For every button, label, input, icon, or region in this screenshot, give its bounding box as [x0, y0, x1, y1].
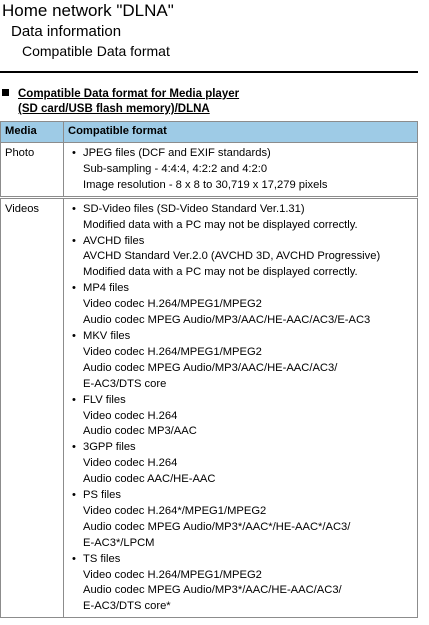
list-item — [68, 146, 413, 194]
table-row — [1, 143, 418, 198]
section-title — [2, 87, 412, 117]
bullet-icon: • — [72, 329, 76, 342]
format-detail: Sub-sampling - 4:4:4, 4:2:2 and 4:2:0 — [83, 162, 268, 175]
format-detail: Audio codec MP3/AAC — [83, 425, 197, 438]
format-detail: Audio codec MPEG Audio/MP3/AAC/HE-AAC/AC3/E-AC3 — [83, 314, 371, 327]
bullet-icon: • — [72, 234, 76, 247]
list-item — [68, 329, 413, 393]
format-title: SD-Video files (SD-Video Standard Ver.1.31) — [83, 202, 305, 215]
format-title: JPEG files (DCF and EXIF standards) — [83, 147, 271, 159]
format-table — [0, 121, 418, 618]
format-cell — [64, 197, 418, 618]
format-detail: Modified data with a PC may not be displayed correctly. — [83, 266, 358, 279]
bullet-icon: • — [72, 489, 76, 502]
bullet-icon: • — [72, 282, 76, 295]
format-title: 3GPP files — [83, 441, 136, 454]
format-title: AVCHD files — [83, 234, 145, 247]
list-item — [68, 202, 413, 234]
format-title: TS files — [83, 552, 121, 565]
format-detail: Video codec H.264/MPEG1/MPEG2 — [83, 345, 262, 358]
format-title: PS files — [83, 489, 121, 502]
format-detail: Video codec H.264 — [83, 457, 178, 470]
page-subtitle: Data information — [11, 23, 122, 40]
table-row — [1, 197, 418, 618]
format-detail: AVCHD Standard Ver.2.0 (AVCHD 3D, AVCHD Progressive) — [83, 250, 381, 263]
bullet-icon: • — [72, 552, 76, 565]
column-header-format: Compatible format — [64, 122, 418, 143]
media-cell: Photo — [1, 143, 64, 198]
table-header-row — [1, 122, 418, 143]
bullet-icon: • — [72, 202, 76, 215]
header-divider — [0, 71, 418, 73]
list-item — [68, 393, 413, 441]
column-header-media: Media — [1, 122, 64, 143]
square-bullet-icon — [2, 89, 9, 96]
list-item — [68, 234, 413, 282]
list-item — [68, 552, 413, 616]
page-subsection: Compatible Data format — [22, 43, 170, 59]
format-detail: Video codec H.264/MPEG1/MPEG2 — [83, 298, 262, 311]
bullet-icon: • — [72, 393, 76, 406]
bullet-icon: • — [72, 441, 76, 454]
format-detail: E-AC3*/LPCM — [83, 536, 155, 549]
format-detail: Audio codec MPEG Audio/MP3*/AAC/HE-AAC/AC3/ — [83, 584, 342, 597]
format-detail: Video codec H.264*/MPEG1/MPEG2 — [83, 504, 267, 517]
format-detail: E-AC3/DTS core* — [83, 600, 171, 613]
format-title: MP4 files — [83, 282, 130, 295]
format-detail: Modified data with a PC may not be displayed correctly. — [83, 218, 358, 231]
format-detail: Audio codec MPEG Audio/MP3*/AAC*/HE-AAC*/AC3/ — [83, 520, 351, 533]
bullet-icon: • — [72, 147, 76, 159]
format-title: MKV files — [83, 329, 131, 342]
format-detail: Image resolution - 8 x 8 to 30,719 x 17,279 pixels — [83, 178, 328, 191]
list-item — [68, 440, 413, 488]
format-detail: Audio codec AAC/HE-AAC — [83, 473, 216, 486]
format-detail: Audio codec MPEG Audio/MP3/AAC/HE-AAC/AC3/ — [83, 361, 338, 374]
format-cell — [64, 143, 418, 198]
format-title: FLV files — [83, 393, 126, 406]
format-list — [68, 146, 413, 194]
format-detail: Video codec H.264/MPEG1/MPEG2 — [83, 568, 262, 581]
section-title-line-2: (SD card/USB flash memory)/DLNA — [18, 103, 210, 115]
media-cell: Videos — [1, 197, 64, 618]
section-title-line-1: Compatible Data format for Media player — [18, 88, 240, 100]
format-detail: Video codec H.264 — [83, 409, 178, 422]
format-detail: E-AC3/DTS core — [83, 377, 167, 390]
format-list — [68, 202, 413, 616]
list-item — [68, 281, 413, 329]
list-item — [68, 488, 413, 552]
page-title: Home network "DLNA" — [2, 1, 174, 20]
